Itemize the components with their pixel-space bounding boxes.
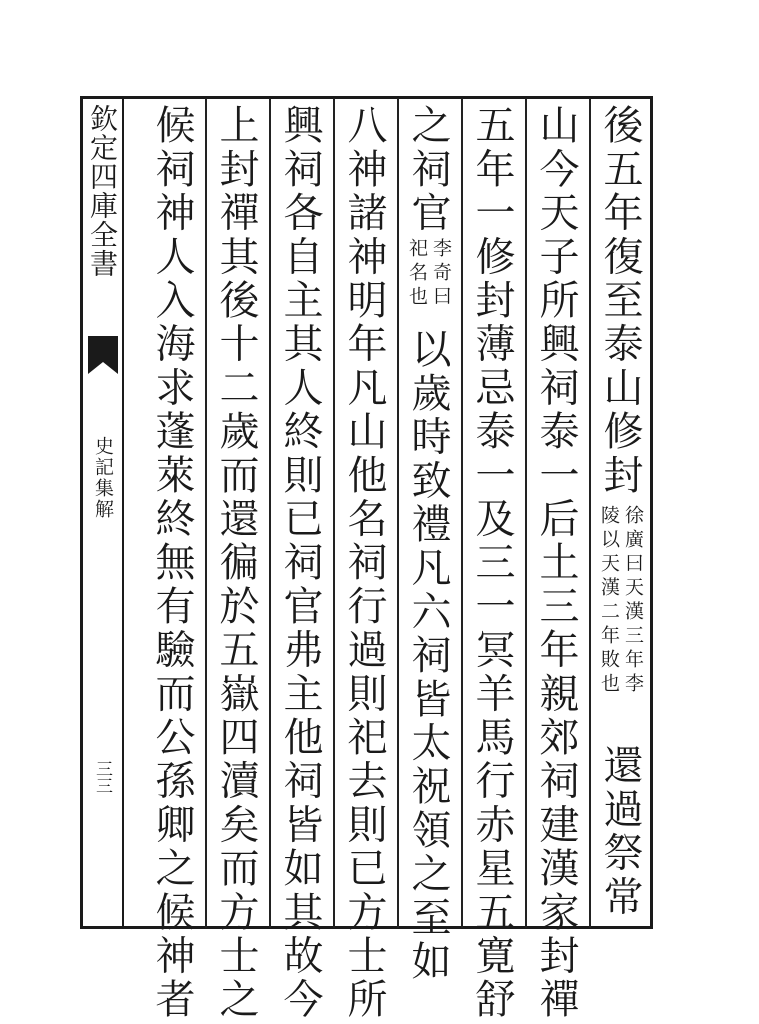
column-rule bbox=[205, 98, 207, 928]
column-rule bbox=[525, 98, 527, 928]
text-column-4-note-left: 祀名也 bbox=[406, 238, 428, 310]
text-column-4-main: 之祠官 bbox=[405, 104, 451, 236]
text-column-1-note-right: 徐廣曰天漢三年李 bbox=[622, 505, 644, 697]
page-number: 三三 bbox=[92, 760, 112, 794]
frame-right-border bbox=[650, 96, 653, 929]
book-subtitle: 史記集解 bbox=[92, 436, 114, 520]
column-rule bbox=[461, 98, 463, 928]
margin-band-border bbox=[122, 96, 124, 929]
text-column-3: 五年一修封薄忌泰一及三一冥羊馬行赤星五寛舒 bbox=[469, 104, 515, 1022]
text-column-4-note-right: 李奇曰 bbox=[430, 238, 452, 310]
column-rule bbox=[269, 98, 271, 928]
text-column-8: 候祠神人入海求蓬萊終無有驗而公孫卿之候神者 bbox=[149, 104, 195, 1022]
text-column-1-main: 後五年復至泰山修封 bbox=[597, 104, 643, 498]
frame-left-border bbox=[80, 96, 83, 929]
text-column-1-main-cont: 還過祭常 bbox=[597, 744, 643, 919]
text-column-5: 八神諸神明年凡山他名祠行過則祀去則已方士所 bbox=[341, 104, 387, 1022]
column-rule bbox=[333, 98, 335, 928]
book-title: 欽定四庫全書 bbox=[86, 104, 119, 278]
frame-top-border bbox=[80, 96, 652, 99]
column-rule bbox=[589, 98, 591, 928]
column-rule bbox=[397, 98, 399, 928]
text-column-4-main-cont: 以歲時致禮凡六祠皆太祝領之至如 bbox=[405, 328, 451, 984]
text-column-7: 上封禪其後十二歲而還徧於五嶽四瀆矣而方士之 bbox=[213, 104, 259, 1022]
text-column-2: 山今天子所興祠泰一后土三年親郊祠建漢家封禪 bbox=[533, 104, 579, 1022]
fishtail-mark-icon bbox=[88, 336, 118, 386]
text-column-6: 興祠各自主其人終則已祠官弗主他祠皆如其故今 bbox=[277, 104, 323, 1022]
text-column-1-note-left: 陵以天漢二年敗也 bbox=[598, 505, 620, 697]
